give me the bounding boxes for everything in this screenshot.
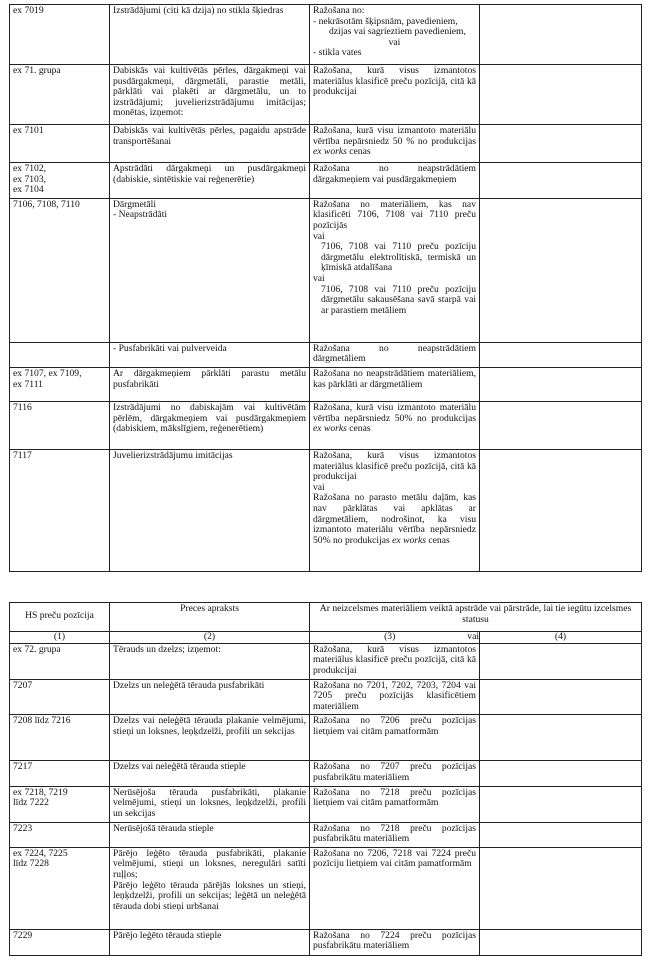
table-row xyxy=(10,929,642,955)
table-row xyxy=(10,342,642,367)
rule-cell: Ražošana no 7206 preču pozīcijas lietņiem vai citām pamatformām xyxy=(310,715,480,761)
alternative-rule-cell xyxy=(480,449,642,571)
rule-cell: Ražošana no materiāliem, kas nav klasificēti 7106, 7108 vai 7110 preču pozīcijās vai 7106, 7108 vai 7110 preču pozīciju dārgmetālu elektrolītiskā, termiskā un ķīmiskā atdalīšana vai 7106, 7108 vai 7110 preču pozīciju dārgmetālu sakausēšana savā starpā vai ar parastiem metāliem xyxy=(310,198,480,342)
rule-cell: Ražošana no 7201, 7202, 7203, 7204 vai 7205 preču pozīcijās klasificētiem materiāliem xyxy=(310,679,480,715)
alternative-rule-cell xyxy=(480,822,642,847)
description-cell: Juvelierizstrādājumu imitācijas xyxy=(110,449,310,571)
description-cell: Apstrādāti dārgakmeņi un pusdārgakmeņi (dabiskie, sintētiskie vai reģenerētie) xyxy=(110,163,310,199)
rule-cell: Ražošana, kurā visus izmantotos materiālus klasificē preču pozīcijā, citā kā produkcijai xyxy=(310,643,480,679)
description-cell: Dārgmetāli - Neapstrādāti xyxy=(110,198,310,342)
rule-cell: Ražošana no: - nekrāsotām šķipsnām, pavedieniem, dzijas vai sagrieztiem pavedieniem, vai - stikla vates xyxy=(310,5,480,65)
hs-cell: ex 7224, 7225 līdz 7228 xyxy=(10,847,110,929)
alternative-rule-cell xyxy=(480,342,642,367)
alternative-rule-cell xyxy=(480,761,642,786)
hs-cell: 7117 xyxy=(10,449,110,571)
alternative-rule-cell xyxy=(480,65,642,125)
description-cell: Dabiskās vai kultivētās pērles, dārgakmeņi vai pusdārgakmeņi, dārgmetāli, parastie metāli, pārklāti vai plakēti ar dārgmetālu, un to izstrādājumi; juvelierizstrādājumu imitācijas; monētas, izņemot: xyxy=(110,65,310,125)
rules-table-continued xyxy=(9,4,642,572)
alternative-rule-cell xyxy=(480,847,642,929)
alternative-rule-cell xyxy=(480,715,642,761)
hs-cell: ex 71. grupa xyxy=(10,65,110,125)
description-cell: Tērauds un dzelzs; izņemot: xyxy=(110,643,310,679)
alternative-rule-cell xyxy=(480,401,642,449)
description-cell: Dabiskās vai kultivētās pērles, pagaidu apstrāde transportēšanai xyxy=(110,125,310,163)
alternative-rule-cell xyxy=(480,786,642,822)
hs-cell: ex 7019 xyxy=(10,5,110,65)
table-row xyxy=(10,786,642,822)
rule-cell: Ražošana no neapstrādātiem materiāliem, kas pārklāti ar dārgmetāliem xyxy=(310,367,480,401)
description-cell: Izstrādājumi (citi kā dzija) no stikla šķiedras xyxy=(110,5,310,65)
description-cell: Nerūsējošā tērauda stieple xyxy=(110,822,310,847)
alternative-rule-cell xyxy=(480,929,642,955)
hs-cell: ex 7107, ex 7109, ex 7111 xyxy=(10,367,110,401)
rule-cell: Ražošana no 7206, 7218 vai 7224 preču pozīciju lietņiem vai citām pamatformām xyxy=(310,847,480,929)
rule-cell: Ražošana, kurā visus izmantotos materiālus klasificē preču pozīcijā, citā kā produkcijai xyxy=(310,65,480,125)
table-row xyxy=(10,679,642,715)
hs-cell: 7116 xyxy=(10,401,110,449)
column-number-1: (1) xyxy=(10,632,110,644)
alternative-rule-cell xyxy=(480,679,642,715)
description-cell: Nerūsējoša tērauda pusfabrikāti, plakanie velmējumi, stieņi un loksnes, leņķdzelži, profili un sekcijas xyxy=(110,786,310,822)
table-row xyxy=(10,822,642,847)
description-cell: Pārējo leģēto tērauda pusfabrikāti, plakanie velmējumi, stieņi un loksnes, neregulāri satīti ruļļos; Pārējo leģēto tērauda pārējās loksnes un stieņi, leņķdzelži, profili un sekcijas; leģētā un neleģētā tērauda dobi stieņi urbšanai xyxy=(110,847,310,929)
description-cell: Dzelzs vai neleģētā tērauda stieple xyxy=(110,761,310,786)
rule-cell: Ražošana, kurā visu izmantoto materiālu vērtība nepārsniedz 50 % no produkcijas ex works cenas xyxy=(310,125,480,163)
alternative-rule-cell xyxy=(480,367,642,401)
alternative-rule-cell xyxy=(480,198,642,342)
description-cell: Pārējo leģēto tērauda stieple xyxy=(110,929,310,955)
hs-cell: ex 7218, 7219 līdz 7222 xyxy=(10,786,110,822)
description-cell: Izstrādājumi no dabiskajām vai kultivētām pērlēm, dārgakmeņiem vai pusdārgakmeņiem (dabiskiem, mākslīgiem, reģenerētiem) xyxy=(110,401,310,449)
table-row xyxy=(10,5,642,65)
column-number-2: (2) xyxy=(110,632,310,644)
hs-cell: 7229 xyxy=(10,929,110,955)
rule-cell: Ražošana no 7218 preču pozīcijas lietņiem vai citām pamatformām xyxy=(310,786,480,822)
table-row xyxy=(10,401,642,449)
table-row xyxy=(10,449,642,571)
description-cell: Ar dārgakmeņiem pārklāti parastu metālu pusfabrikāti xyxy=(110,367,310,401)
rule-cell: Ražošana, kurā visus izmantotos materiālus klasificē preču pozīcijā, citā kā produkcijai vai Ražošana no parasto metālu daļām, kas nav pārklātas vai apklātas ar dārgmetāliem, nodrošinot, ka visu izmantoto materiālu vērtība nepārsniedz 50% no produkcijas ex works cenas xyxy=(310,449,480,571)
hs-cell: 7106, 7108, 7110 xyxy=(10,198,110,342)
table-row xyxy=(10,65,642,125)
rule-cell: Ražošana no neapstrādātiem dārgakmeņiem vai pusdārgakmeņiem xyxy=(310,163,480,199)
description-cell: Dzelzs vai neleģētā tērauda plakanie velmējumi, stieņi un loksnes, leņķdzelži, profili un sekcijas xyxy=(110,715,310,761)
alternative-rule-cell xyxy=(480,5,642,65)
table-row xyxy=(10,125,642,163)
hs-cell: 7217 xyxy=(10,761,110,786)
column-number-row xyxy=(10,632,642,644)
alternative-rule-cell xyxy=(480,125,642,163)
table-row xyxy=(10,198,642,342)
column-number-4: (4) xyxy=(480,632,642,644)
alternative-rule-cell xyxy=(480,643,642,679)
table-row xyxy=(10,761,642,786)
hs-cell: ex 72. grupa xyxy=(10,643,110,679)
column-header-description: Preces apraksts xyxy=(110,603,310,632)
hs-cell: ex 7102, ex 7103, ex 7104 xyxy=(10,163,110,199)
rules-table xyxy=(9,602,642,956)
rule-cell: Ražošana no 7218 preču pozīcijas pusfabrikātu materiāliem xyxy=(310,822,480,847)
rule-cell: Ražošana no neapstrādātiem dārgmetāliem xyxy=(310,342,480,367)
column-header-rule: Ar neizcelsmes materiāliem veiktā apstrāde vai pārstrāde, lai tie iegūtu izcelsmes statusu xyxy=(310,603,642,632)
column-header-hs: HS preču pozīcija xyxy=(10,603,110,632)
column-number-3: (3) vai xyxy=(310,632,480,644)
table-row xyxy=(10,847,642,929)
table-row xyxy=(10,643,642,679)
hs-cell: 7207 xyxy=(10,679,110,715)
hs-cell: ex 7101 xyxy=(10,125,110,163)
header-row xyxy=(10,603,642,632)
description-cell: - Pusfabrikāti vai pulverveida xyxy=(110,342,310,367)
rule-cell: Ražošana no 7207 preču pozīcijas pusfabrikātu materiāliem xyxy=(310,761,480,786)
table-row xyxy=(10,163,642,199)
alternative-rule-cell xyxy=(480,163,642,199)
table-row xyxy=(10,715,642,761)
table-row xyxy=(10,367,642,401)
description-cell: Dzelzs un neleģētā tērauda pusfabrikāti xyxy=(110,679,310,715)
rule-cell: Ražošana, kurā visu izmantoto materiālu vērtība nepārsniedz 50% no produkcijas ex works cenas xyxy=(310,401,480,449)
hs-cell xyxy=(10,342,110,367)
hs-cell: 7208 līdz 7216 xyxy=(10,715,110,761)
rule-cell: Ražošana no 7224 preču pozīcijas pusfabrikātu materiāliem xyxy=(310,929,480,955)
hs-cell: 7223 xyxy=(10,822,110,847)
